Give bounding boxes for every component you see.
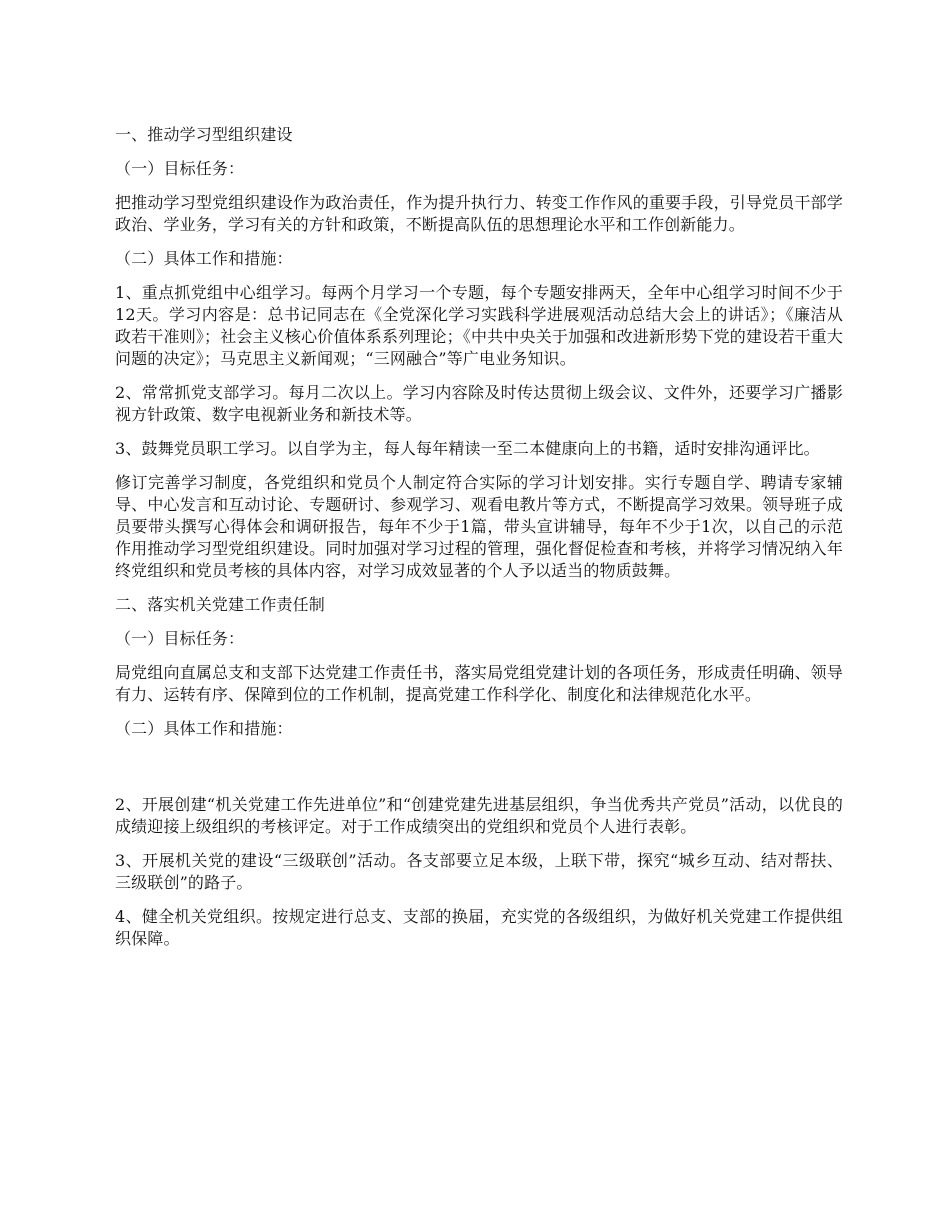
section-2-item-3: 3、开展机关党的建设“三级联创”活动。各支部要立足本级，上联下带，探究“城乡互动、结对帮扶、三级联创”的路子。 <box>115 851 843 892</box>
section-1-closing: 修订完善学习制度，各党组织和党员个人制定符合实际的学习计划安排。实行专题自学、聘请专家辅导、中心发言和互动讨论、专题研讨、参观学习、观看电教片等方式，不断提高学习效果。领导班子成员要带头撰写心得体会和调研报告，每年不少于1篇，带头宣讲辅导，每年不少于1次，以自己的示范作用推动学习型党组织建设。同时加强对学习过程的管理，强化督促检查和考核，并将学习情况纳入年终党组织和党员考核的具体内容，对学习成效显著的个人予以适当的物质鼓舞。 <box>115 473 843 580</box>
section-2-item-4: 4、健全机关党组织。按规定进行总支、支部的换届，充实党的各级组织，为做好机关党建工作提供组织保障。 <box>115 907 843 948</box>
document-body <box>115 124 843 962</box>
section-2-goal-text: 局党组向直属总支和支部下达党建工作责任书，落实局党组党建计划的各项任务，形成责任明确、领导有力、运转有序、保障到位的工作机制，提高党建工作科学化、制度化和法律规范化水平。 <box>115 663 843 704</box>
blank-gap <box>115 752 843 794</box>
section-2-title: 二、落实机关党建工作责任制 <box>115 595 325 614</box>
section-2-sub-2: （二）具体工作和措施： <box>115 719 293 738</box>
section-1-item-1: 1、重点抓党组中心组学习。每两个月学习一个专题，每个专题安排两天，全年中心组学习时间不少于12天。学习内容是：总书记同志在《全党深化学习实践科学进展观活动总结大会上的讲话》；《廉洁从政若干准则》；社会主义核心价值体系系列理论；《中共中央关于加强和改进新形势下党的建设若干重大问题的决定》；马克思主义新闻观；“三网融合”等广电业务知识。 <box>115 283 843 368</box>
section-1-item-2: 2、常常抓党支部学习。每月二次以上。学习内容除及时传达贯彻上级会议、文件外，还要学习广播影视方针政策、数字电视新业务和新技术等。 <box>115 383 843 424</box>
section-1-goal-text: 把推动学习型党组织建设作为政治责任，作为提升执行力、转变工作作风的重要手段，引导党员干部学政治、学业务，学习有关的方针和政策，不断提高队伍的思想理论水平和工作创新能力。 <box>115 193 843 234</box>
section-1-sub-2: （二）具体工作和措施： <box>115 249 293 268</box>
section-2-sub-1: （一）目标任务： <box>115 629 245 648</box>
section-2-item-2: 2、开展创建“机关党建工作先进单位”和“创建党建先进基层组织，争当优秀共产党员”活动，以优良的成绩迎接上级组织的考核评定。对于工作成绩突出的党组织和党员个人进行表彰。 <box>115 795 843 836</box>
section-1-item-3: 3、鼓舞党员职工学习。以自学为主，每人每年精读一至二本健康向上的书籍，适时安排沟通评比。 <box>115 439 820 458</box>
section-1-title: 一、推动学习型组织建设 <box>115 125 293 144</box>
section-1-sub-1: （一）目标任务： <box>115 159 245 178</box>
